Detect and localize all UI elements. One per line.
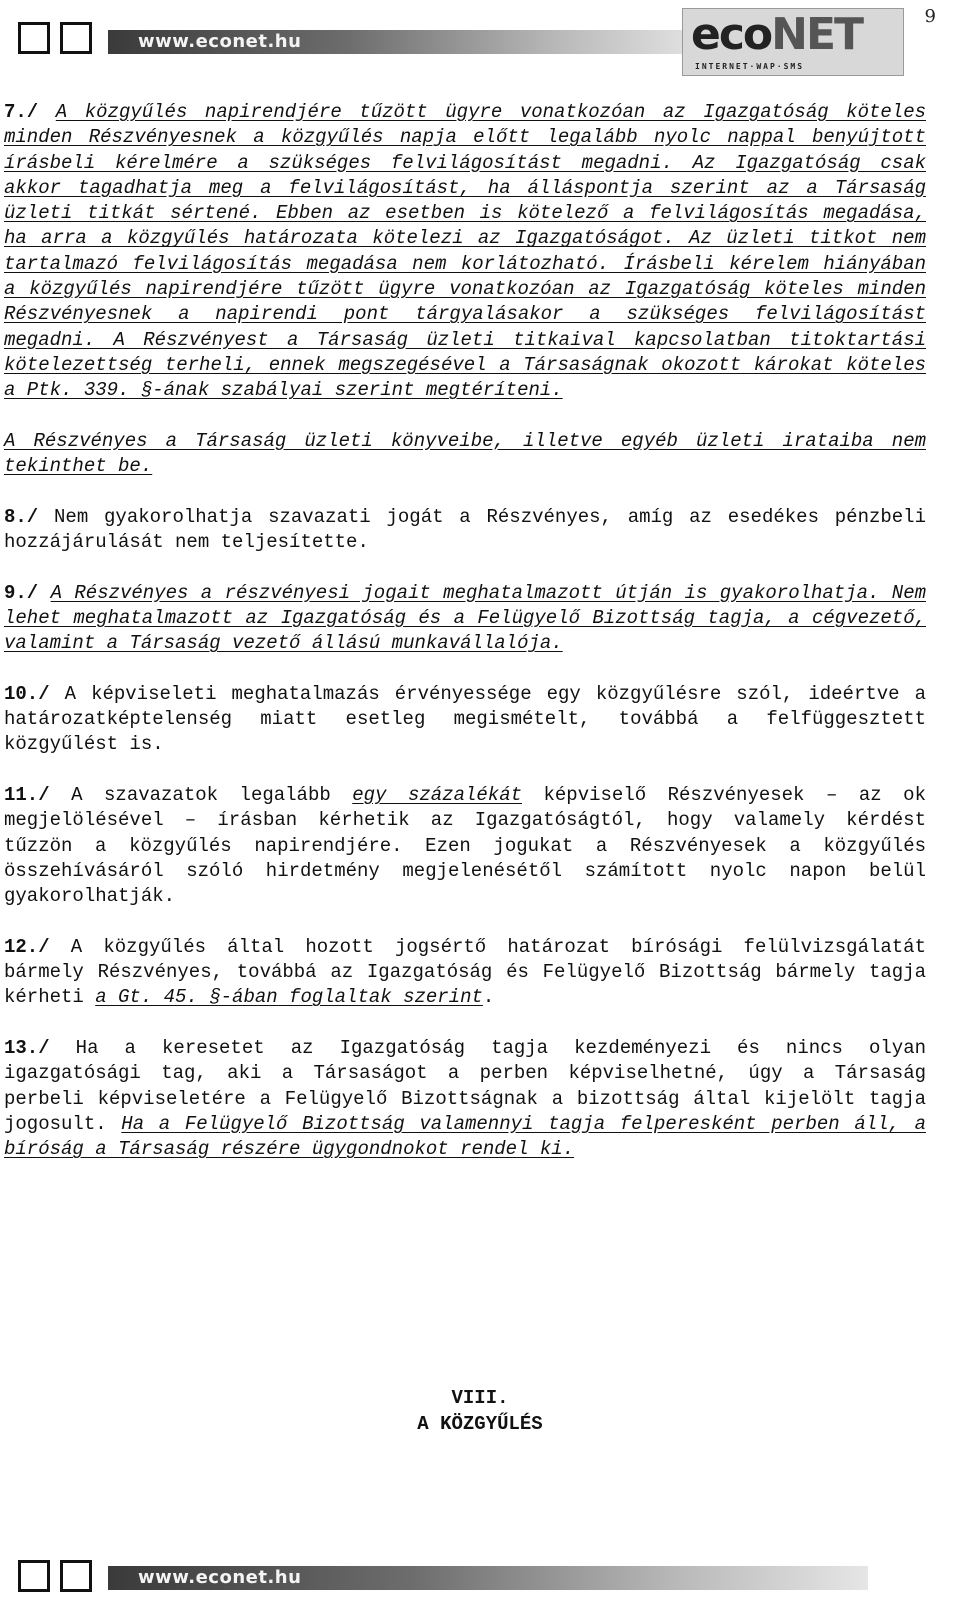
emphasized-text: Ha a Felügyelő Bizottság valamennyi tagja felperesként perben áll, a bíróság a Társaság részére ügygondnokot rendel ki. [4, 1112, 926, 1161]
paragraph-number: 7./ [4, 101, 39, 123]
paragraph-text: Nem gyakorolhatja szavazati jogát a Részvényes, amíg az esedékes pénzbeli hozzájárulását nem teljesítette. [4, 505, 926, 554]
econet-logo [682, 8, 904, 76]
document-body [4, 100, 926, 1188]
square-icon [18, 1560, 50, 1592]
paragraph-7b [4, 429, 926, 480]
paragraph-text: Ha a keresetet az Igazgatóság tagja kezdeményezi és nincs olyan igazgatósági tag, aki a Társaságot a perben képviselhetné, úgy a Társaság perbeli képviseletére a Felügyelő Bizottságnak a bizottság által kijelölt tagja jogosult. [4, 1036, 926, 1135]
logo-tagline: INTERNET·WAP·SMS [695, 62, 805, 71]
paragraph-8 [4, 505, 926, 556]
paragraph-number: 11./ [4, 784, 50, 807]
logo-word: eco [691, 9, 772, 60]
footer-banner [10, 1558, 920, 1606]
paragraph-text: . [482, 986, 495, 1009]
header-banner [10, 8, 920, 78]
paragraph-text: A Részvényes a részvényesi jogait meghatalmazott útján is gyakorolhatja. Nem lehet meghatalmazott az Igazgatóság és a Felügyelő Bizottság tagja, a cégvezető, valamint a Társaság vezető állású munkavállalója. [4, 581, 926, 655]
emphasized-text: a Gt. 45. §-ában foglaltak szerint [95, 986, 483, 1009]
paragraph-number: 13./ [4, 1036, 50, 1059]
paragraph-text: A képviseleti meghatalmazás érvényessége egy közgyűlésre szól, ideértve a határozatképtelenség miatt esetleg megismételt, továbbá a felfüggesztett közgyűlést is. [4, 682, 926, 756]
square-icon [60, 22, 92, 54]
paragraph-text: A szavazatok legalább [49, 784, 353, 807]
logo-word-net: NET [771, 9, 863, 60]
header-url: www.econet.hu [138, 31, 302, 52]
paragraph-text: A közgyűlés által hozott jogsértő határozat bírósági felülvizsgálatát bármely Részvényes, továbbá az Igazgatóság és Felügyelő Bizottság bármely tagja kérheti [4, 935, 926, 1009]
paragraph-number: 12./ [4, 935, 50, 958]
paragraph-7 [4, 100, 926, 404]
footer-url: www.econet.hu [138, 1567, 302, 1588]
paragraph-13 [4, 1036, 926, 1162]
paragraph-number: 8./ [4, 505, 39, 528]
paragraph-12 [4, 935, 926, 1011]
paragraph-text: A közgyűlés napirendjére tűzött ügyre vonatkozóan az Igazgatóság köteles minden Részvényesnek a közgyűlés napja előtt legalább nyolc nappal benyújtott írásbeli kérelmére a szükséges felvilágosítást megadni. Az Igazgatóság csak akkor tagadhatja meg a felvilágosítást, ha álláspontja szerint az a Társaság üzleti titkát sértené. Ebben az esetben is kötelező a felvilágosítás megadása, ha arra a közgyűlés határozata kötelezi az Igazgatóságot. Az üzleti titkot nem tartalmazó felvilágosítás megadása nem korlátozható. Írásbeli kérelem hiányában a közgyűlés napirendjére tűzött ügyre vonatkozóan az Igazgatóság köteles minden Részvényesnek a napirendi pont tárgyalásakor a szükséges felvilágosítást megadni. A Részvényest a Társaság üzleti titkaival kapcsolatban titoktartási kötelezettség terheli, ennek megszegésével a Társaságnak okozott károkat köteles a Ptk. 339. §-ának szabályai szerint megtéríteni. [4, 101, 926, 402]
paragraph-text: képviselő Részvényesek – az ok megjelölésével – írásban kérhetik az Igazgatóságtól, hogy valamely kérdést tűzzön a közgyűlés napirendjére. Ezen jogukat a Részvényesek a közgyűlés összehívásáról szóló hirdetmény megjelenésétől számított nyolc napon belül gyakorolhatják. [4, 784, 926, 908]
section-roman: VIII. [451, 1387, 509, 1409]
square-icon [18, 22, 50, 54]
paragraph-10 [4, 682, 926, 758]
paragraph-text: A Részvényes a Társaság üzleti könyveibe, illetve egyéb üzleti irataiba nem tekinthet be. [4, 429, 926, 478]
section-title: A KÖZGYŰLÉS [417, 1413, 543, 1435]
paragraph-number: 10./ [4, 682, 50, 705]
emphasized-text: egy százalékát [352, 784, 522, 807]
paragraph-number: 9./ [4, 581, 39, 604]
paragraph-11 [4, 783, 926, 909]
page-number: 9 [924, 6, 936, 27]
square-icon [60, 1560, 92, 1592]
paragraph-9 [4, 581, 926, 657]
